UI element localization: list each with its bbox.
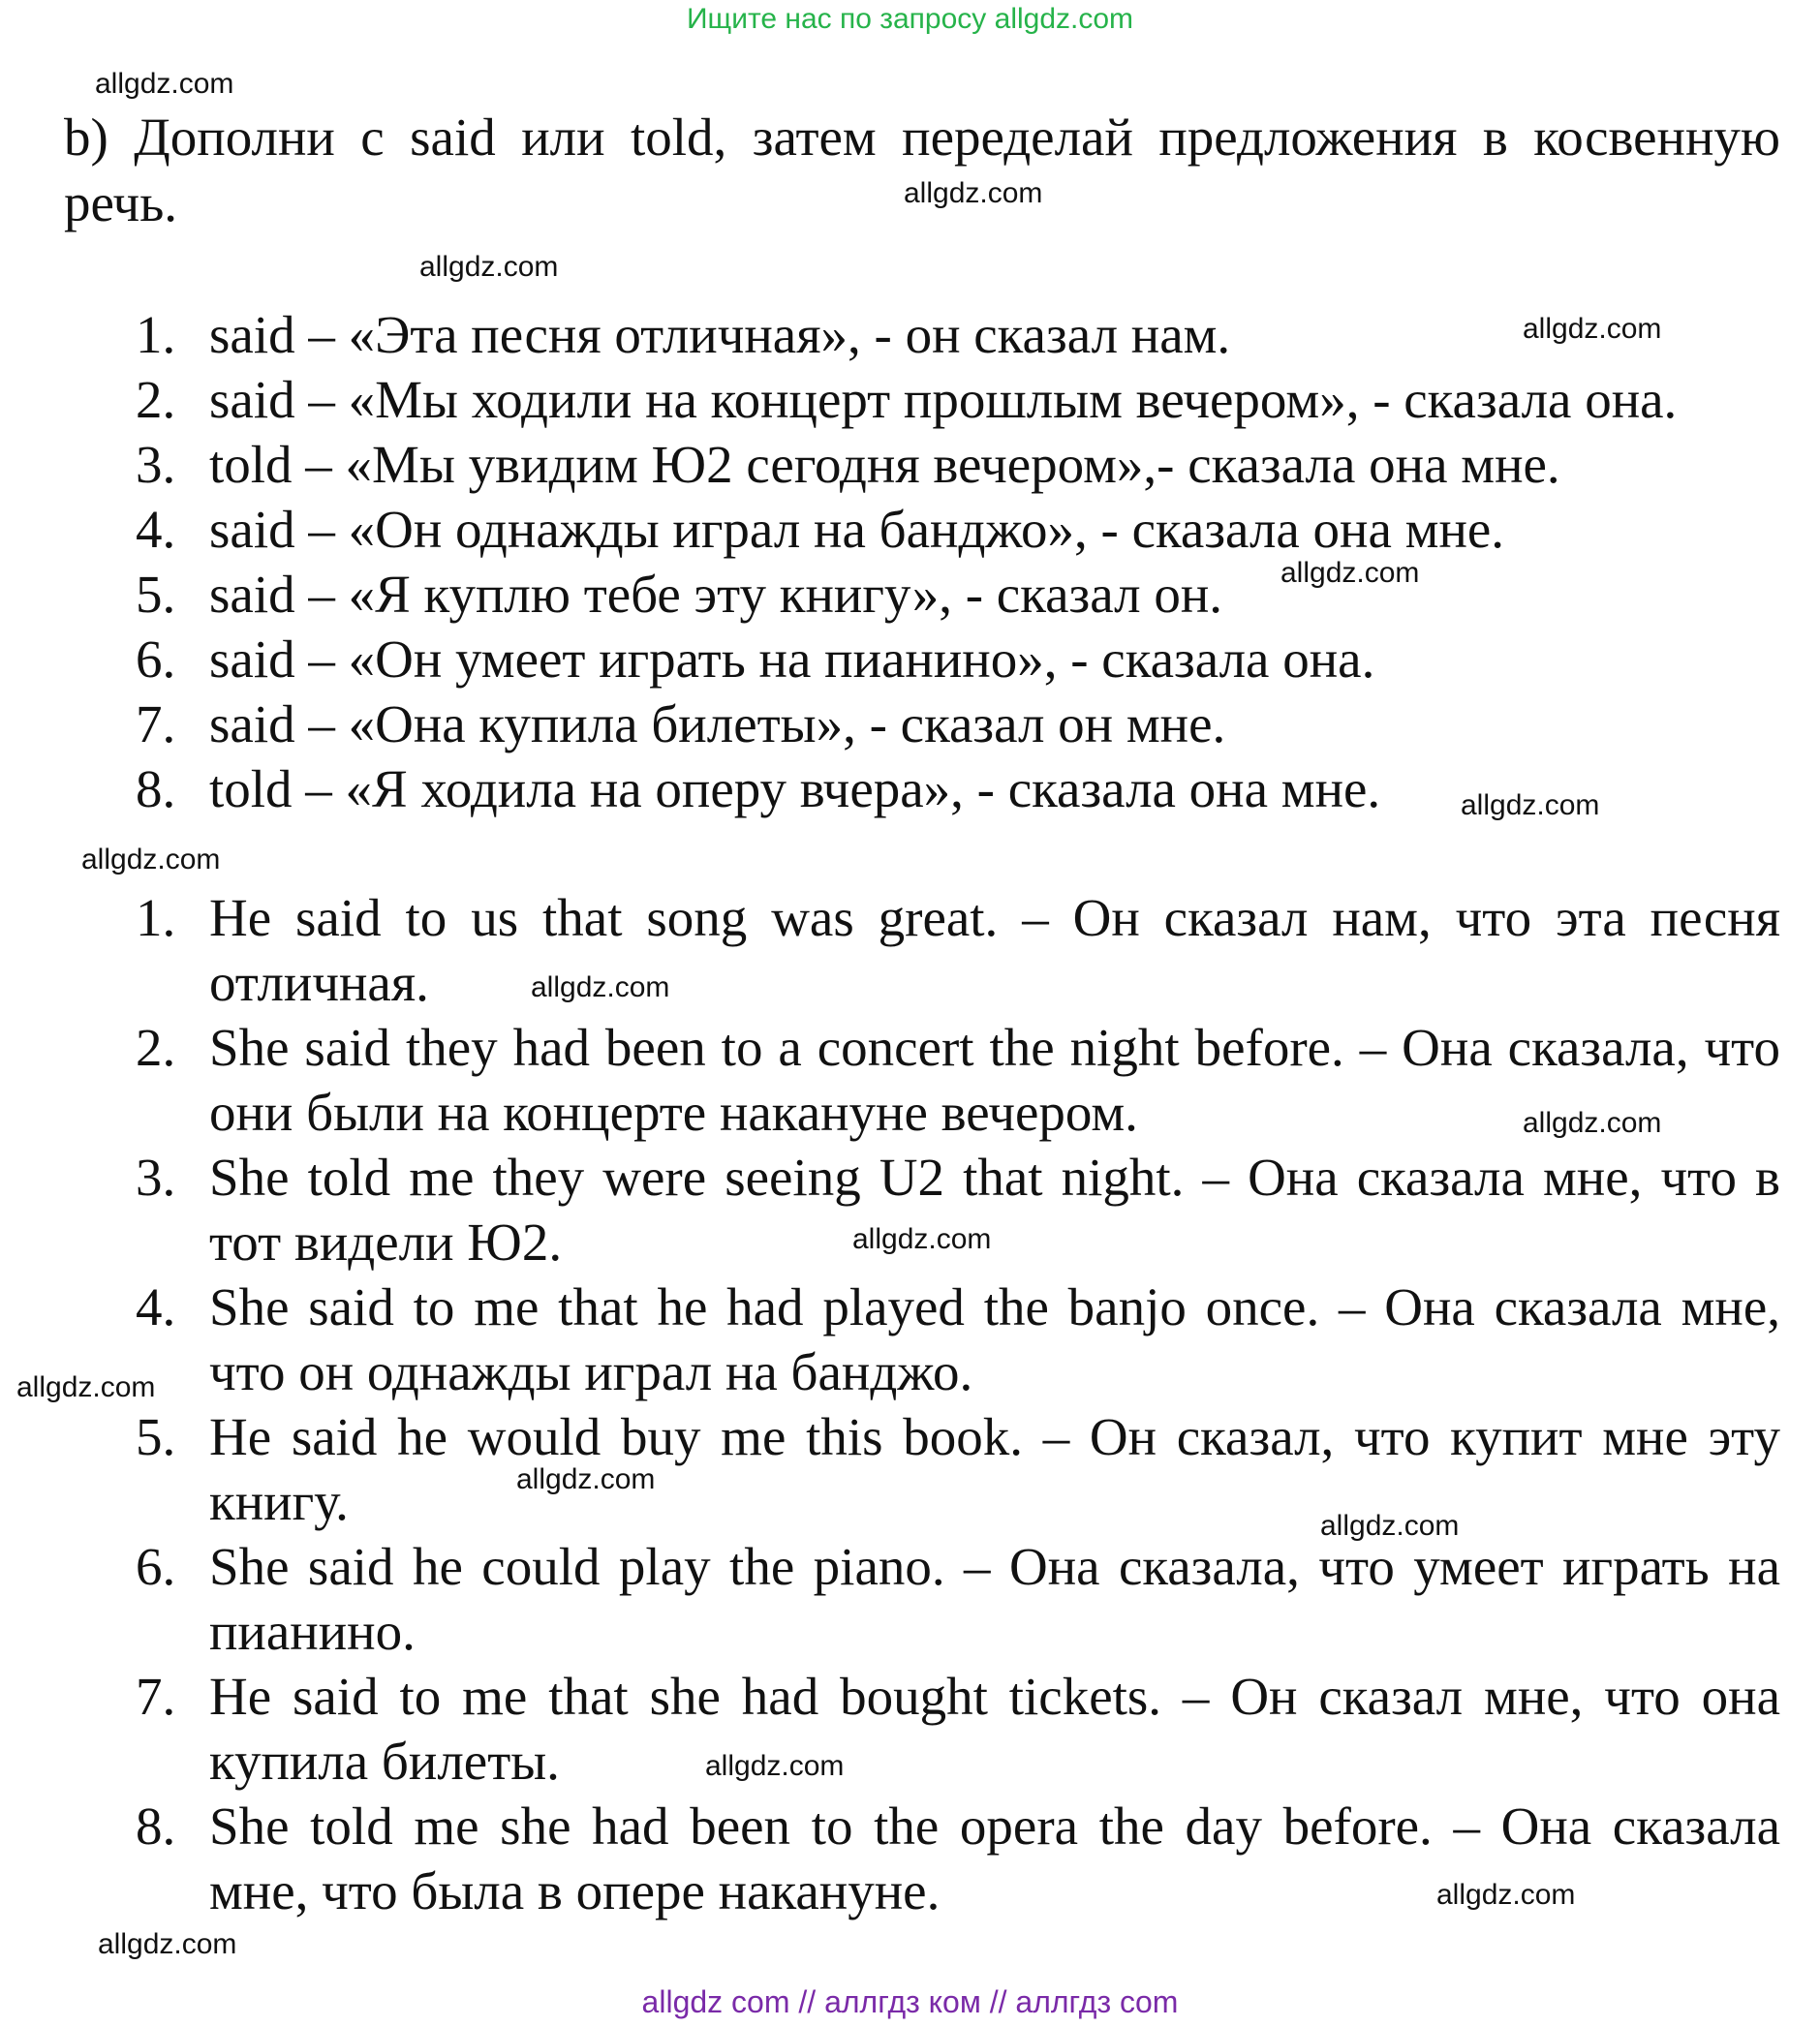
item-number: 1. bbox=[136, 305, 176, 364]
list-item bbox=[0, 562, 1780, 627]
answers-list-said-told bbox=[0, 302, 1780, 821]
list-item bbox=[0, 885, 1780, 1015]
item-text: said – «Мы ходили на концерт прошлым вечером», - сказала она. bbox=[209, 370, 1678, 429]
watermark: allgdz.com bbox=[95, 68, 234, 100]
item-text: She said they had been to a concert the night before. – Она сказала, что они были на концерте накануне вечером. bbox=[209, 1018, 1780, 1142]
watermark: allgdz.com bbox=[1280, 557, 1420, 589]
item-number: 8. bbox=[136, 1797, 176, 1856]
watermark: allgdz.com bbox=[1523, 313, 1662, 345]
item-number: 5. bbox=[136, 565, 176, 624]
item-text: told – «Мы увидим Ю2 сегодня вечером»,- сказала она мне. bbox=[209, 435, 1560, 494]
item-text: said – «Он умеет играть на пианино», - сказала она. bbox=[209, 630, 1375, 689]
item-text: said – «Эта песня отличная», - он сказал нам. bbox=[209, 305, 1231, 364]
exercise-heading: b) Дополни с said или told, затем переделай предложения в косвенную речь. bbox=[64, 107, 1780, 232]
list-item bbox=[0, 627, 1780, 691]
watermark: allgdz.com bbox=[81, 844, 221, 875]
footer-banner: allgdz com // аллгдз ком // аллгдз com bbox=[641, 1984, 1179, 2019]
item-number: 3. bbox=[136, 435, 176, 494]
item-number: 7. bbox=[136, 1667, 176, 1726]
item-number: 2. bbox=[136, 370, 176, 429]
watermark: allgdz.com bbox=[516, 1463, 656, 1495]
list-item bbox=[0, 367, 1780, 432]
watermark: allgdz.com bbox=[705, 1750, 845, 1782]
item-number: 2. bbox=[136, 1018, 176, 1077]
item-number: 6. bbox=[136, 630, 176, 689]
list-item bbox=[0, 1664, 1780, 1794]
item-number: 6. bbox=[136, 1537, 176, 1596]
reported-speech-list bbox=[0, 885, 1780, 1923]
list-item bbox=[0, 302, 1780, 367]
item-text: He said he would buy me this book. – Он сказал, что купит мне эту книгу. bbox=[209, 1407, 1780, 1531]
list-item bbox=[0, 1534, 1780, 1664]
item-text: She said to me that he had played the banjo once. – Она сказала мне, что он однажды играл на банджо. bbox=[209, 1277, 1780, 1401]
watermark: allgdz.com bbox=[1436, 1879, 1576, 1911]
watermark: allgdz.com bbox=[1461, 789, 1600, 821]
watermark: allgdz.com bbox=[98, 1928, 237, 1960]
list-item bbox=[0, 691, 1780, 756]
item-number: 4. bbox=[136, 1277, 176, 1336]
item-number: 8. bbox=[136, 759, 176, 818]
item-text: said – «Он однажды играл на банджо», - сказала она мне. bbox=[209, 500, 1505, 559]
list-item bbox=[0, 1275, 1780, 1404]
item-text: She told me she had been to the opera the day before. – Она сказала мне, что была в опере накануне. bbox=[209, 1797, 1780, 1920]
watermark: allgdz.com bbox=[904, 177, 1043, 209]
list-item bbox=[0, 497, 1780, 562]
top-banner[interactable]: Ищите нас по запросу allgdz.com bbox=[686, 3, 1134, 35]
item-text: said – «Я куплю тебе эту книгу», - сказал он. bbox=[209, 565, 1223, 624]
item-text: She said he could play the piano. – Она сказала, что умеет играть на пианино. bbox=[209, 1537, 1780, 1661]
item-number: 7. bbox=[136, 694, 176, 753]
item-number: 1. bbox=[136, 888, 176, 947]
list-item bbox=[0, 1015, 1780, 1145]
item-text: He said to me that she had bought tickets. – Он сказал мне, что она купила билеты. bbox=[209, 1667, 1780, 1791]
item-number: 5. bbox=[136, 1407, 176, 1466]
watermark: allgdz.com bbox=[1523, 1107, 1662, 1139]
watermark: allgdz.com bbox=[531, 971, 670, 1003]
watermark: allgdz.com bbox=[16, 1371, 156, 1403]
item-text: She told me they were seeing U2 that night. – Она сказала мне, что в тот видели Ю2. bbox=[209, 1148, 1780, 1272]
item-number: 4. bbox=[136, 500, 176, 559]
list-item bbox=[0, 1404, 1780, 1534]
watermark: allgdz.com bbox=[419, 251, 559, 283]
list-item bbox=[0, 432, 1780, 497]
watermark: allgdz.com bbox=[1320, 1510, 1460, 1542]
watermark: allgdz.com bbox=[852, 1223, 992, 1255]
item-number: 3. bbox=[136, 1148, 176, 1207]
item-text: He said to us that song was great. – Он сказал нам, что эта песня отличная. bbox=[209, 888, 1780, 1012]
item-text: said – «Она купила билеты», - сказал он мне. bbox=[209, 694, 1226, 753]
item-text: told – «Я ходила на оперу вчера», - сказала она мне. bbox=[209, 759, 1381, 818]
